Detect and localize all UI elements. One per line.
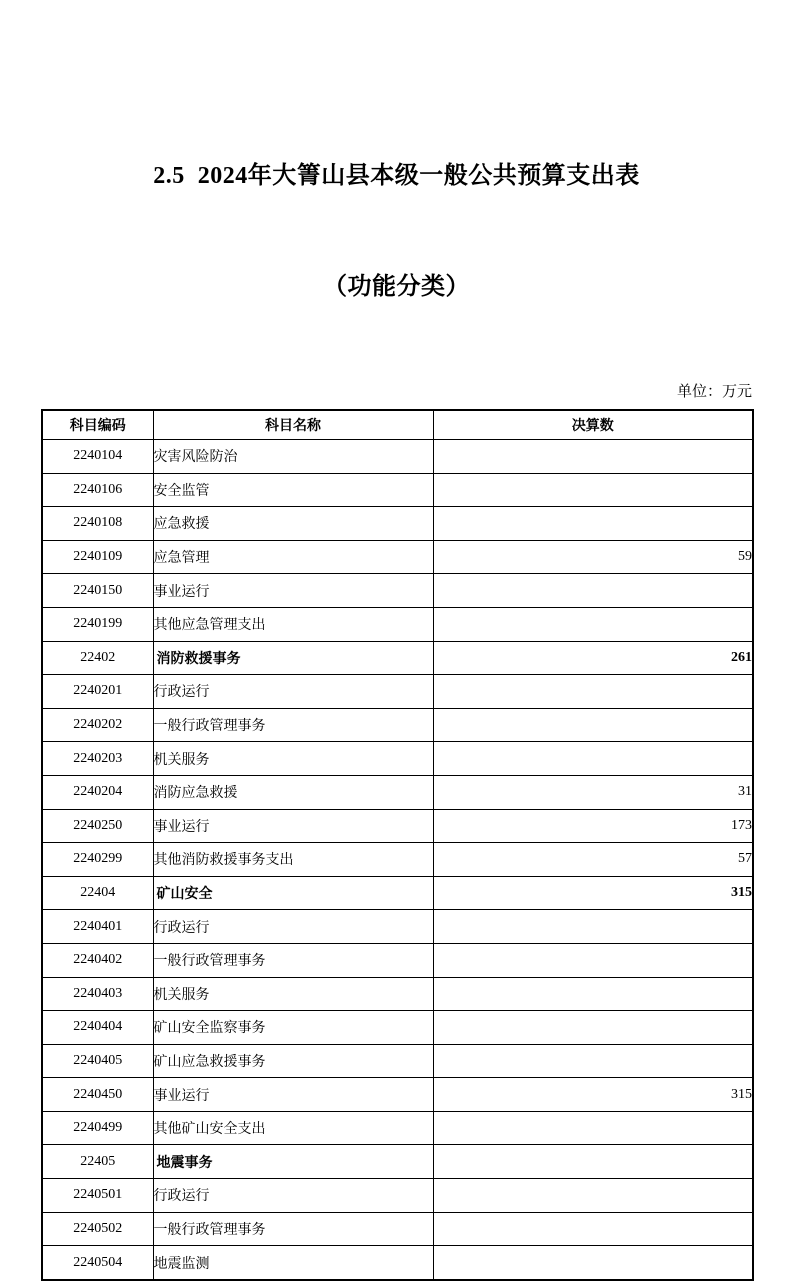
row-value-cell <box>433 943 753 977</box>
row-name-cell: 一般行政管理事务 <box>153 1212 433 1246</box>
row-name-cell: 事业运行 <box>153 809 433 843</box>
row-name-cell: 其他消防救援事务支出 <box>153 843 433 877</box>
table-row <box>42 1212 753 1246</box>
row-name-cell: 矿山应急救援事务 <box>153 1044 433 1078</box>
row-value-cell <box>433 574 753 608</box>
table-row <box>42 809 753 843</box>
row-value-cell <box>433 440 753 474</box>
row-code-cell: 2240250 <box>42 809 153 843</box>
row-code-cell: 2240404 <box>42 1011 153 1045</box>
row-name-cell: 行政运行 <box>153 1179 433 1213</box>
table-row <box>42 675 753 709</box>
table-row <box>42 708 753 742</box>
title-line-1: 2.5 2024年大箐山县本级一般公共预算支出表 <box>153 163 640 189</box>
row-value-cell <box>433 607 753 641</box>
header-subject-name: 科目名称 <box>153 410 433 440</box>
row-code-cell: 22404 <box>42 876 153 910</box>
row-code-cell: 2240106 <box>42 473 153 507</box>
row-value-cell <box>433 1111 753 1145</box>
row-code-cell: 22405 <box>42 1145 153 1179</box>
row-name-cell: 其他矿山安全支出 <box>153 1111 433 1145</box>
table-row <box>42 1111 753 1145</box>
table-row <box>42 540 753 574</box>
row-value-cell: 57 <box>433 843 753 877</box>
table-row <box>42 742 753 776</box>
table-row-section <box>42 641 753 675</box>
row-code-cell: 2240199 <box>42 607 153 641</box>
table-row <box>42 1044 753 1078</box>
row-name-cell: 机关服务 <box>153 977 433 1011</box>
row-value-cell <box>433 1044 753 1078</box>
row-name-cell: 灾害风险防治 <box>153 440 433 474</box>
content-area <box>41 382 752 1281</box>
table-row <box>42 574 753 608</box>
row-name-cell: 一般行政管理事务 <box>153 943 433 977</box>
row-name-cell: 事业运行 <box>153 1078 433 1112</box>
table-row <box>42 507 753 541</box>
row-name-cell: 消防救援事务 <box>153 641 433 675</box>
row-value-cell <box>433 1011 753 1045</box>
page-title <box>0 84 793 380</box>
row-value-cell: 261 <box>433 641 753 675</box>
row-value-cell <box>433 910 753 944</box>
document-page <box>0 84 793 1272</box>
title-line-2: （功能分类） <box>323 274 470 300</box>
table-row-section <box>42 876 753 910</box>
row-code-cell: 2240402 <box>42 943 153 977</box>
header-final-amount: 决算数 <box>433 410 753 440</box>
row-code-cell: 2240450 <box>42 1078 153 1112</box>
row-code-cell: 2240501 <box>42 1179 153 1213</box>
table-row <box>42 1011 753 1045</box>
row-code-cell: 2240202 <box>42 708 153 742</box>
row-value-cell: 173 <box>433 809 753 843</box>
row-value-cell: 31 <box>433 775 753 809</box>
row-name-cell: 行政运行 <box>153 675 433 709</box>
row-code-cell: 2240403 <box>42 977 153 1011</box>
row-value-cell <box>433 742 753 776</box>
table-row <box>42 473 753 507</box>
table-row <box>42 1179 753 1213</box>
table-row <box>42 440 753 474</box>
row-code-cell: 2240502 <box>42 1212 153 1246</box>
table-row <box>42 843 753 877</box>
header-row <box>42 410 753 440</box>
row-code-cell: 2240499 <box>42 1111 153 1145</box>
row-value-cell <box>433 1179 753 1213</box>
table-row-section <box>42 1145 753 1179</box>
row-name-cell: 应急管理 <box>153 540 433 574</box>
table-row <box>42 607 753 641</box>
row-name-cell: 矿山安全监察事务 <box>153 1011 433 1045</box>
row-value-cell <box>433 507 753 541</box>
header-subject-code: 科目编码 <box>42 410 153 440</box>
row-code-cell: 2240204 <box>42 775 153 809</box>
row-value-cell <box>433 473 753 507</box>
row-value-cell <box>433 1212 753 1246</box>
row-code-cell: 2240401 <box>42 910 153 944</box>
row-code-cell: 2240405 <box>42 1044 153 1078</box>
row-code-cell: 2240104 <box>42 440 153 474</box>
row-value-cell <box>433 675 753 709</box>
table-row <box>42 1078 753 1112</box>
table-row <box>42 977 753 1011</box>
table-row <box>42 775 753 809</box>
row-code-cell: 2240108 <box>42 507 153 541</box>
row-value-cell <box>433 708 753 742</box>
row-value-cell: 315 <box>433 876 753 910</box>
unit-label: 单位：万元 <box>676 384 752 400</box>
table-header <box>42 410 753 440</box>
table-row <box>42 943 753 977</box>
row-name-cell: 地震监测 <box>153 1246 433 1280</box>
row-code-cell: 22402 <box>42 641 153 675</box>
table-row <box>42 1246 753 1280</box>
row-value-cell <box>433 1145 753 1179</box>
row-code-cell: 2240299 <box>42 843 153 877</box>
row-name-cell: 一般行政管理事务 <box>153 708 433 742</box>
row-name-cell: 安全监管 <box>153 473 433 507</box>
budget-table <box>41 409 754 1281</box>
row-value-cell <box>433 1246 753 1280</box>
row-name-cell: 机关服务 <box>153 742 433 776</box>
row-name-cell: 消防应急救援 <box>153 775 433 809</box>
row-code-cell: 2240504 <box>42 1246 153 1280</box>
table-row <box>42 910 753 944</box>
row-value-cell: 315 <box>433 1078 753 1112</box>
row-name-cell: 行政运行 <box>153 910 433 944</box>
row-name-cell: 地震事务 <box>153 1145 433 1179</box>
row-value-cell: 59 <box>433 540 753 574</box>
row-name-cell: 应急救援 <box>153 507 433 541</box>
row-name-cell: 其他应急管理支出 <box>153 607 433 641</box>
row-name-cell: 矿山安全 <box>153 876 433 910</box>
table-body <box>42 440 753 1280</box>
row-name-cell: 事业运行 <box>153 574 433 608</box>
row-code-cell: 2240203 <box>42 742 153 776</box>
row-code-cell: 2240109 <box>42 540 153 574</box>
row-code-cell: 2240201 <box>42 675 153 709</box>
row-code-cell: 2240150 <box>42 574 153 608</box>
row-value-cell <box>433 977 753 1011</box>
